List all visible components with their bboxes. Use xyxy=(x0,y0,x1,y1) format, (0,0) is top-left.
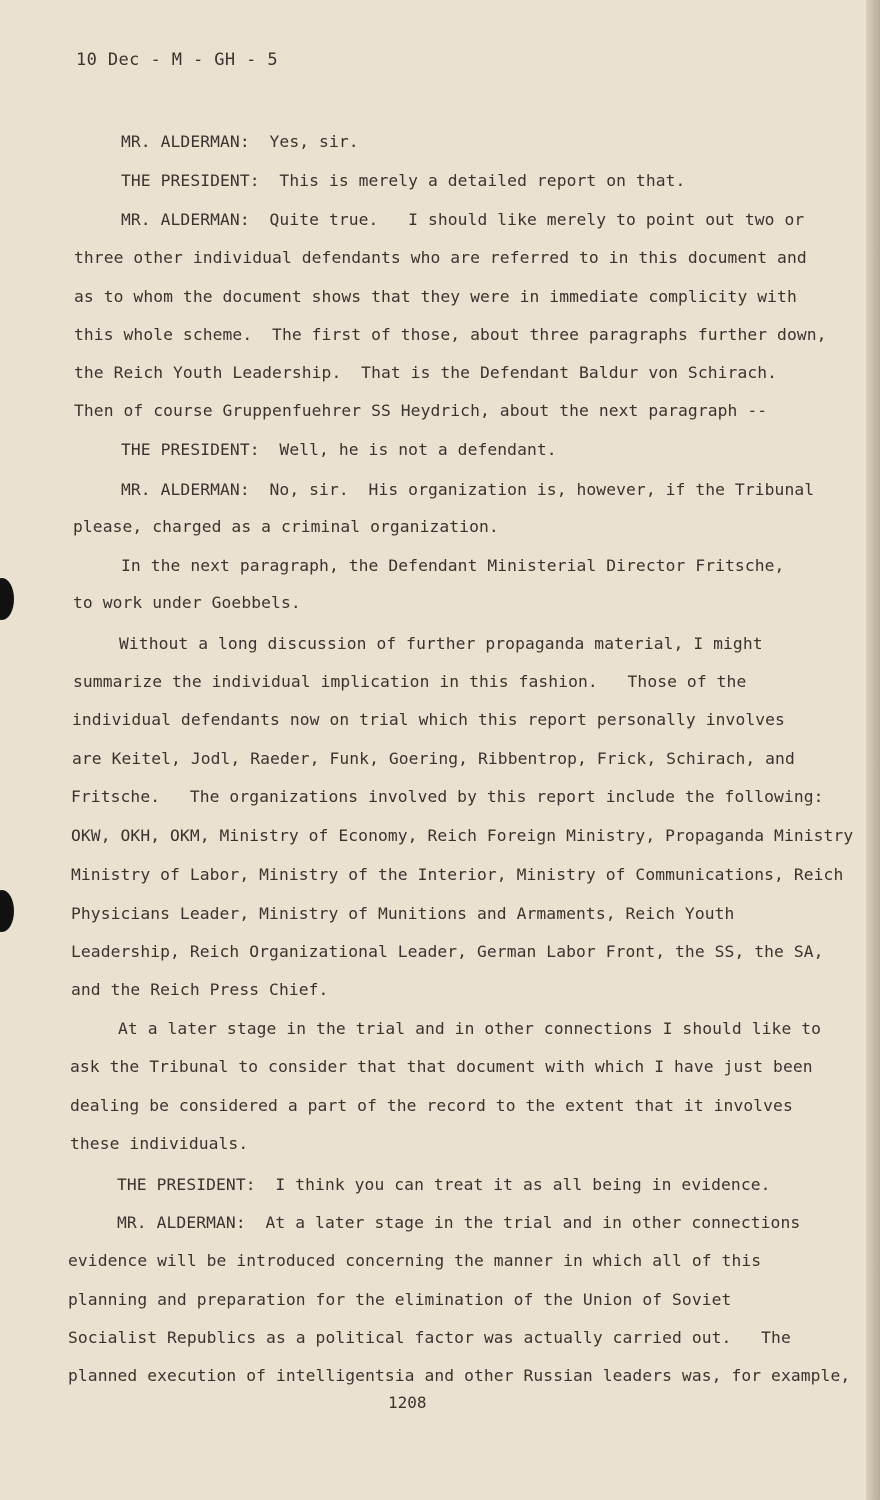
text-line: to work under Goebbels. xyxy=(73,593,301,612)
text-line: MR. ALDERMAN: Yes, sir. xyxy=(121,132,359,151)
text-line: planned execution of intelligentsia and other Russian leaders was, for example, xyxy=(68,1366,851,1385)
text-line: Leadership, Reich Organizational Leader, German Labor Front, the SS, the SA, xyxy=(71,942,824,961)
text-line: In the next paragraph, the Defendant Ministerial Director Fritsche, xyxy=(121,556,785,575)
text-line: and the Reich Press Chief. xyxy=(71,980,329,999)
text-line: Then of course Gruppenfuehrer SS Heydrich, about the next paragraph -- xyxy=(74,401,768,420)
text-line: Physicians Leader, Ministry of Munitions and Armaments, Reich Youth xyxy=(71,904,735,923)
text-line: MR. ALDERMAN: At a later stage in the trial and in other connections xyxy=(117,1213,801,1232)
punch-hole xyxy=(0,890,14,932)
text-line: evidence will be introduced concerning the manner in which all of this xyxy=(68,1251,762,1270)
text-line: are Keitel, Jodl, Raeder, Funk, Goering, Ribbentrop, Frick, Schirach, and xyxy=(72,749,795,768)
page-header: 10 Dec - M - GH - 5 xyxy=(76,50,279,70)
text-line: Without a long discussion of further propaganda material, I might xyxy=(119,634,763,653)
text-line: OKW, OKH, OKM, Ministry of Economy, Reich Foreign Ministry, Propaganda Ministry xyxy=(71,826,854,845)
punch-hole xyxy=(0,578,14,620)
text-line: these individuals. xyxy=(70,1134,249,1153)
text-line: ask the Tribunal to consider that that document with which I have just been xyxy=(70,1057,813,1076)
text-line: three other individual defendants who are referred to in this document and xyxy=(74,248,807,267)
text-line: Fritsche. The organizations involved by this report include the following: xyxy=(71,787,824,806)
text-line: MR. ALDERMAN: Quite true. I should like merely to point out two or xyxy=(121,210,805,229)
text-line: THE PRESIDENT: Well, he is not a defendant. xyxy=(121,440,557,459)
text-line: summarize the individual implication in this fashion. Those of the xyxy=(73,672,747,691)
text-line: dealing be considered a part of the record to the extent that it involves xyxy=(70,1096,793,1115)
page-edge xyxy=(866,0,880,1500)
text-line: planning and preparation for the elimination of the Union of Soviet xyxy=(68,1290,732,1309)
text-line: THE PRESIDENT: This is merely a detailed report on that. xyxy=(121,171,686,190)
text-line: At a later stage in the trial and in other connections I should like to xyxy=(118,1019,822,1038)
text-line: Socialist Republics as a political factor was actually carried out. The xyxy=(68,1328,791,1347)
text-line: THE PRESIDENT: I think you can treat it as all being in evidence. xyxy=(117,1175,771,1194)
text-line: this whole scheme. The first of those, about three paragraphs further down, xyxy=(74,325,827,344)
text-line: please, charged as a criminal organization. xyxy=(73,517,499,536)
text-line: MR. ALDERMAN: No, sir. His organization is, however, if the Tribunal xyxy=(121,480,815,499)
text-line: the Reich Youth Leadership. That is the Defendant Baldur von Schirach. xyxy=(74,363,778,382)
page-number: 1208 xyxy=(388,1393,427,1412)
text-line: as to whom the document shows that they were in immediate complicity with xyxy=(74,287,797,306)
text-line: individual defendants now on trial which this report personally involves xyxy=(72,710,785,729)
text-line: Ministry of Labor, Ministry of the Interior, Ministry of Communications, Reich xyxy=(71,865,844,884)
